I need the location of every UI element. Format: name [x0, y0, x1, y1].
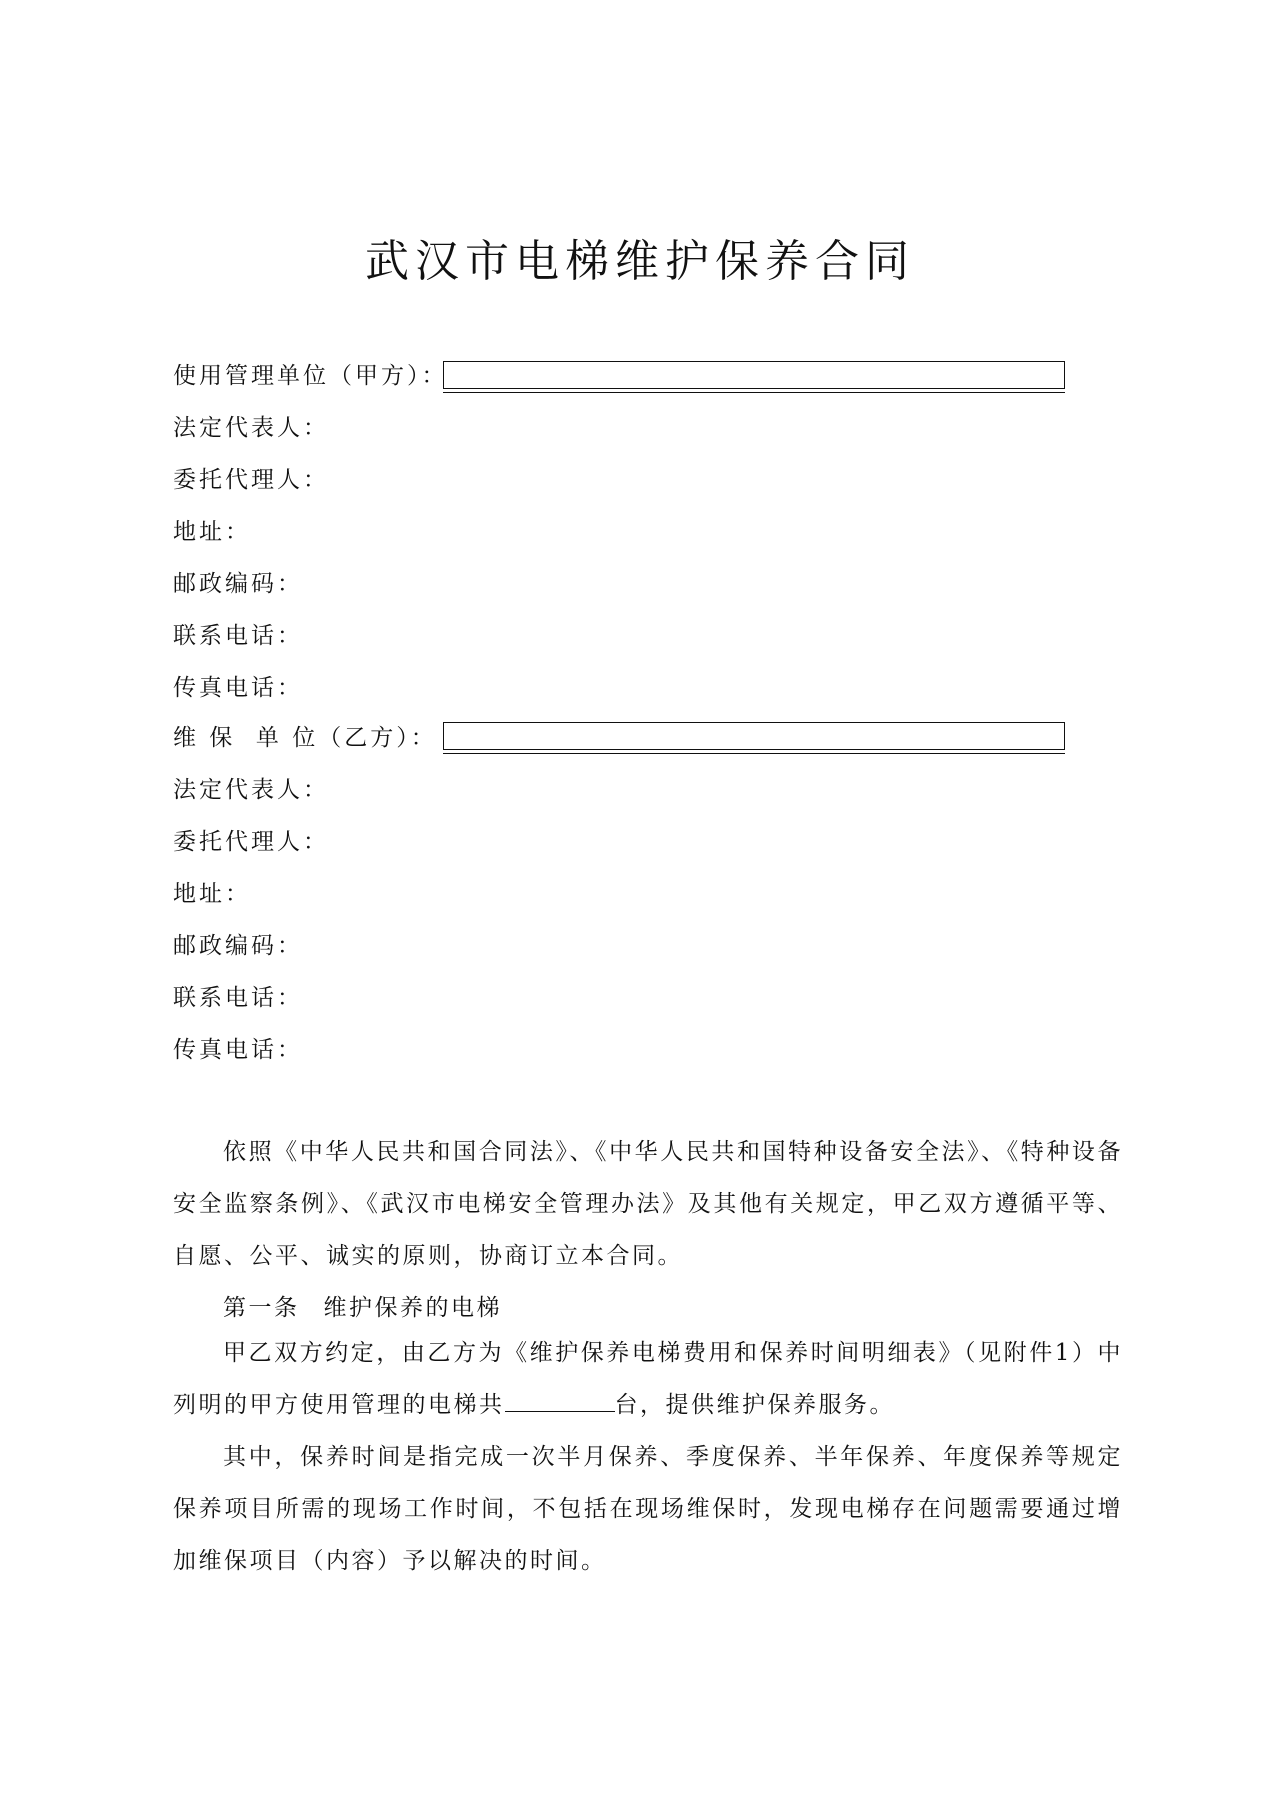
article-1-number: 第一条	[223, 1295, 300, 1321]
party-b-agent: 委托代理人：	[173, 829, 329, 855]
party-a-phone: 联系电话：	[173, 623, 303, 649]
page-title: 武汉市电梯维护保养合同	[365, 236, 915, 287]
party-b-phone: 联系电话：	[173, 985, 303, 1011]
article-1-paragraph-2: 其中，保养时间是指完成一次半月保养、季度保养、半年保养、年度保养等规定保养项目所需的现场工作时间，不包括在现场维保时，发现电梯存在问题需要通过增加维保项目（内容）予以解决的时间。	[173, 1444, 1123, 1574]
party-b-name-field[interactable]	[443, 722, 1065, 750]
article-1-paragraph-1	[173, 1327, 1123, 1431]
article-1-text-after-blank: 台，提供维护保养服务。	[614, 1392, 895, 1418]
party-b-label: 维 保 单 位（乙方）：	[173, 725, 437, 751]
party-a-label: 使用管理单位（甲方）：	[173, 363, 448, 389]
party-b-postcode: 邮政编码：	[173, 933, 303, 959]
party-a-postcode: 邮政编码：	[173, 571, 303, 597]
article-1-title: 维护保养的电梯	[323, 1295, 502, 1321]
elevator-count-blank[interactable]	[505, 1391, 615, 1412]
preamble-paragraph: 依照《中华人民共和国合同法》、《中华人民共和国特种设备安全法》、《特种设备安全监察条例》、《武汉市电梯安全管理办法》及其他有关规定，甲乙双方遵循平等、自愿、公平、诚实的原则，协商订立本合同。	[173, 1139, 1123, 1269]
article-1-text-before-blank: 甲乙双方约定，由乙方为《维护保养电梯费用和保养时间明细表》（见附件1）中列明的甲方使用管理的电梯共	[173, 1340, 1123, 1418]
party-a-agent: 委托代理人：	[173, 467, 329, 493]
party-a-legal-rep: 法定代表人：	[173, 415, 329, 441]
party-a-address: 地址：	[173, 519, 251, 545]
article-1-heading	[223, 1290, 502, 1326]
party-b-address: 地址：	[173, 881, 251, 907]
party-a-name-field[interactable]	[443, 361, 1065, 389]
party-b-fax: 传真电话：	[173, 1037, 303, 1063]
party-b-legal-rep: 法定代表人：	[173, 777, 329, 803]
party-a-fax: 传真电话：	[173, 675, 303, 701]
